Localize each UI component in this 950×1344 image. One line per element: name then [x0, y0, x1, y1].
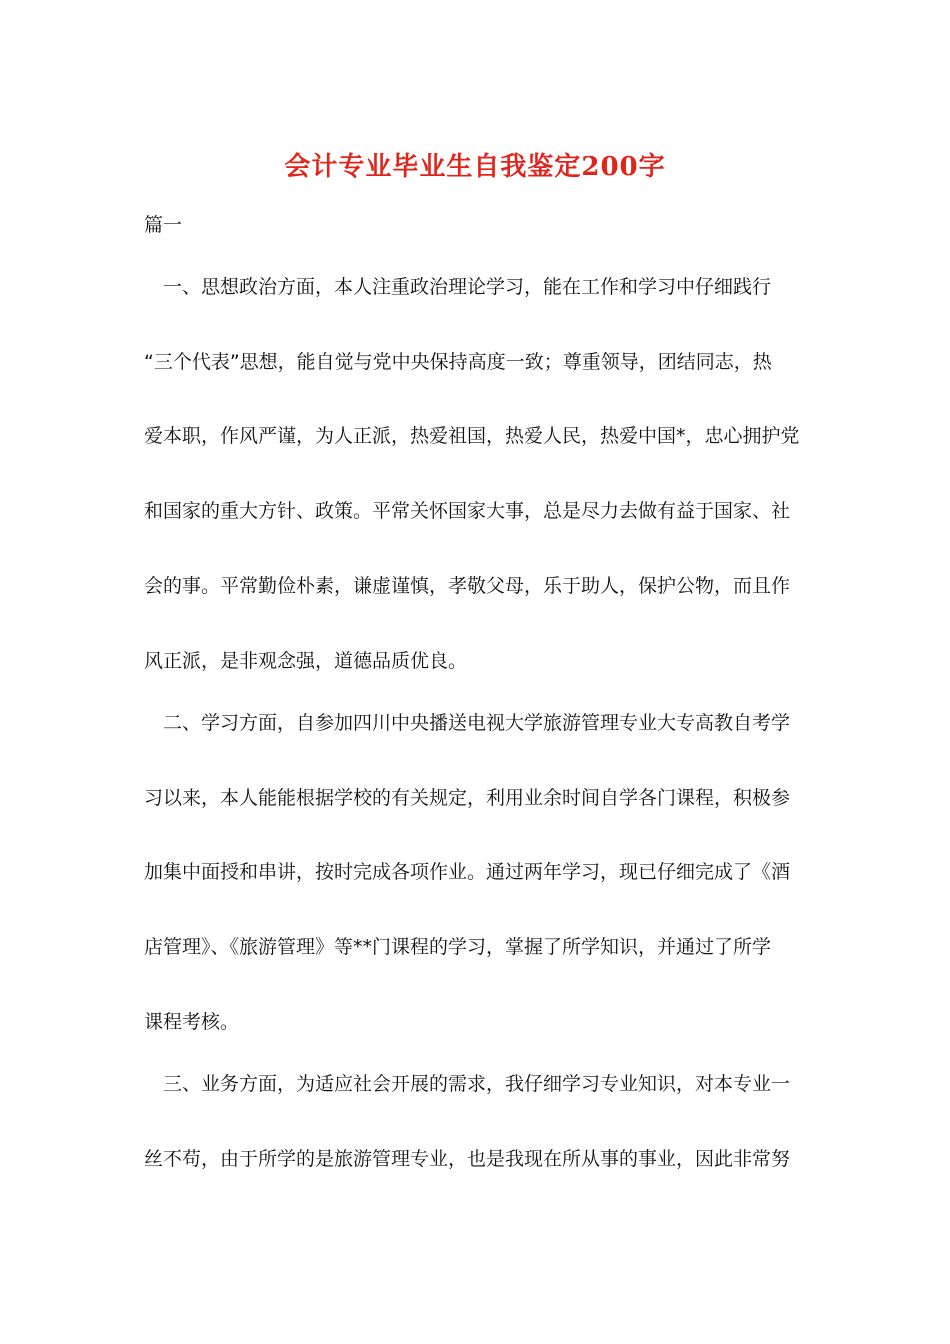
paragraph-line: 三、业务方面，为适应社会开展的需求，我仔细学习专业知识，对本专业一: [163, 1073, 791, 1095]
paragraph-line: 二、学习方面，自参加四川中央播送电视大学旅游管理专业大专高教自考学: [163, 712, 791, 734]
section-label: 篇一: [144, 214, 183, 236]
paragraph-line: 一、思想政治方面，本人注重政治理论学习，能在工作和学习中仔细践行: [163, 276, 772, 298]
paragraph-line: 会的事。平常勤俭朴素，谦虚谨慎，孝敬父母，乐于助人，保护公物，而且作: [144, 575, 791, 597]
paragraph-line: 课程考核。: [144, 1011, 240, 1033]
paragraph-line: 店管理》、《旅游管理》等**门课程的学习，掌握了所学知识，并通过了所学: [144, 936, 772, 958]
paragraph-line: 习以来，本人能能根据学校的有关规定，利用业余时间自学各门课程，积极参: [144, 787, 791, 809]
paragraph-line: 加集中面授和串讲，按时完成各项作业。通过两年学习，现已仔细完成了《酒: [144, 861, 791, 883]
paragraph-line: “三个代表”思想，能自觉与党中央保持高度一致；尊重领导，团结同志，热: [144, 351, 772, 373]
paragraph-line: 风正派，是非观念强，道德品质优良。: [144, 650, 468, 672]
paragraph-line: 丝不苟，由于所学的是旅游管理专业，也是我现在所从事的事业，因此非常努: [144, 1148, 791, 1170]
paragraph-line: 和国家的重大方针、政策。平常关怀国家大事，总是尽力去做有益于国家、社: [144, 500, 791, 522]
paragraph-line: 爱本职，作风严谨，为人正派，热爱祖国，热爱人民，热爱中国*，忠心拥护党: [144, 425, 800, 447]
document-title: 会计专业毕业生自我鉴定200字: [284, 152, 666, 182]
